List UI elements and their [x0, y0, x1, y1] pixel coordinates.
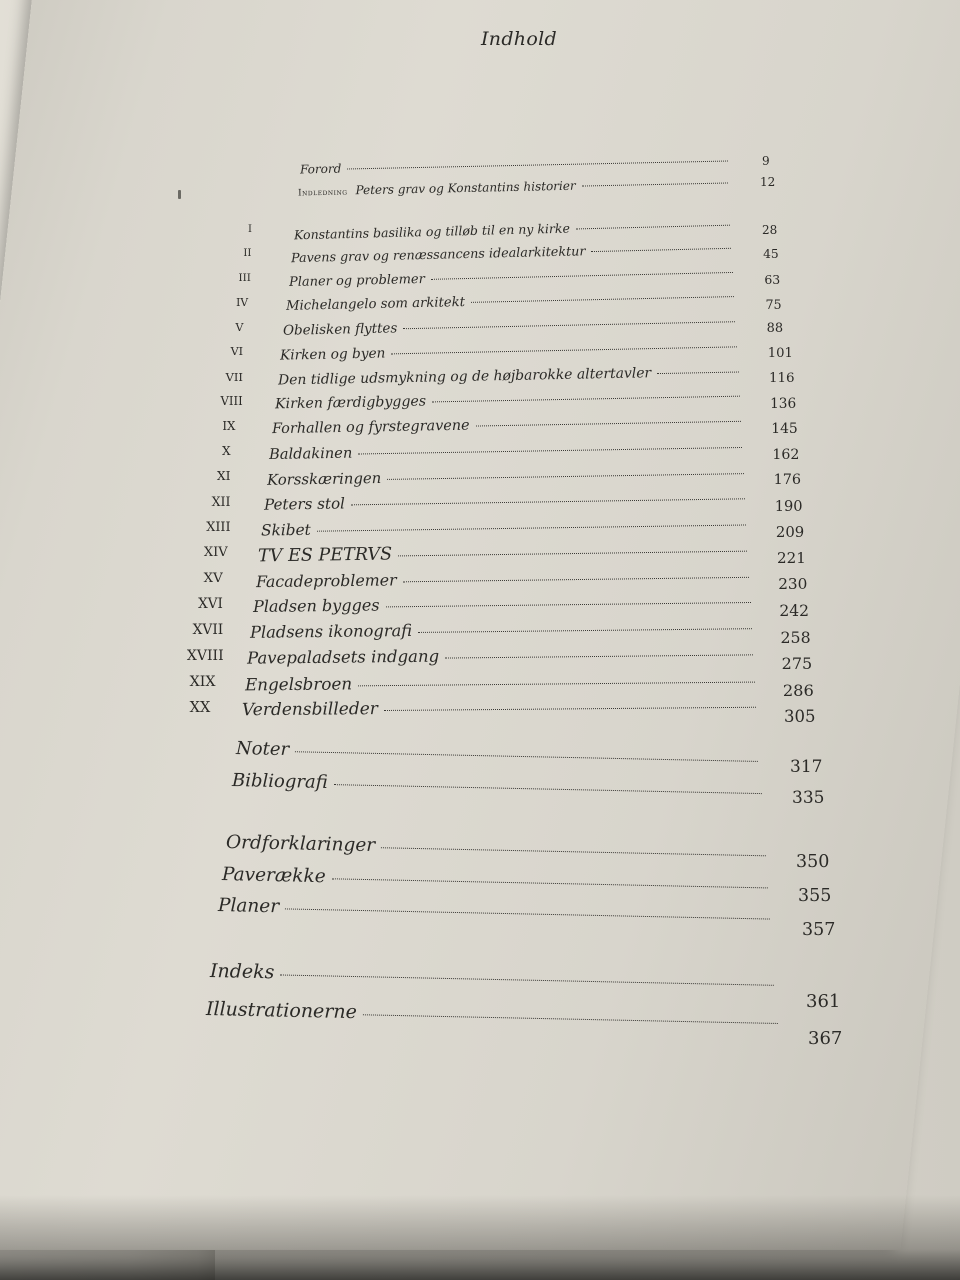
toc-entry-page: 258	[780, 627, 811, 647]
toc-entry-back-matter	[226, 832, 766, 864]
toc-entry-chapter	[294, 217, 730, 243]
leader-dots	[592, 248, 732, 252]
toc-entry-page: 101	[767, 346, 793, 362]
toc-entry-chapter	[256, 565, 750, 590]
leader-dots	[358, 682, 755, 687]
toc-entry-label: Obelisken flyttes	[282, 320, 398, 339]
toc-entry-chapter	[242, 696, 756, 720]
toc-entry-label: Michelangelo som arkitekt	[285, 295, 465, 315]
toc-entry-indledning	[298, 175, 728, 198]
leader-dots	[317, 524, 746, 531]
toc-entry-label: Korsskæringen	[266, 469, 382, 489]
page-bottom-shadow	[0, 1195, 960, 1280]
toc-entry-label: Peters stol	[263, 494, 345, 514]
toc-entry-back-matter	[218, 895, 770, 928]
leader-dots	[381, 847, 766, 856]
toc-entry-label: Konstantins basilika og tilløb til en ny kirke	[293, 220, 571, 243]
toc-entry-back-matter	[206, 998, 778, 1032]
toc-entry-label: Kirken og byen	[280, 345, 386, 364]
toc-entry-page: 45	[763, 247, 779, 262]
leader-dots	[432, 396, 740, 403]
toc-entry-label: Illustrationerne	[205, 998, 358, 1024]
toc-entry-page: 116	[768, 371, 795, 387]
toc-entry-label: Noter	[235, 738, 290, 761]
leader-dots	[402, 576, 749, 581]
toc-entry-back-matter	[222, 864, 768, 896]
toc-entry-page: 355	[798, 886, 832, 906]
toc-entry-chapter	[288, 265, 732, 290]
toc-entry-prefix: Indledning	[297, 187, 348, 199]
chapter-number: III	[238, 272, 251, 285]
toc-entry-label: Pladsens ikonografi	[250, 620, 413, 642]
toc-entry-page: 230	[778, 575, 808, 594]
toc-entry-chapter	[269, 438, 742, 463]
toc-entry-page: 242	[779, 601, 810, 620]
chapter-number: II	[243, 247, 252, 259]
toc-entry-back-matter	[236, 738, 758, 770]
toc-entry-chapter	[275, 388, 740, 413]
toc-entry-chapter	[253, 591, 751, 616]
chapter-number: IV	[236, 296, 249, 310]
leader-dots	[582, 182, 728, 186]
leader-dots	[285, 908, 770, 919]
leader-dots	[363, 1014, 778, 1024]
toc-entry-label: Indeks	[209, 960, 275, 984]
page-title: Indhold	[481, 28, 557, 50]
toc-entry-label: Paverække	[221, 864, 326, 888]
toc-entry-page: 221	[777, 549, 806, 568]
chapter-number: VII	[225, 369, 243, 384]
chapter-number: X	[221, 444, 231, 459]
leader-dots	[446, 654, 754, 658]
toc-entry-chapter	[261, 514, 746, 539]
chapter-number: XV	[203, 570, 223, 586]
toc-entry-page: 88	[766, 321, 784, 337]
leader-dots	[332, 878, 768, 888]
chapter-number: XIV	[203, 544, 228, 560]
toc-entry-label: Forhallen og fyrstegravene	[271, 417, 470, 438]
toc-entry-forord	[300, 154, 728, 177]
chapter-number: XI	[216, 469, 231, 484]
toc-entry-chapter	[291, 241, 731, 266]
toc-entry-page: 361	[806, 991, 841, 1012]
chapter-number: IX	[222, 419, 236, 434]
toc-entry-back-matter	[210, 960, 774, 994]
leader-dots	[384, 707, 756, 711]
toc-entry-label: Skibet	[261, 520, 312, 540]
toc-entry-page: 335	[792, 788, 825, 808]
toc-entry-page: 162	[772, 446, 800, 463]
leader-dots	[386, 602, 751, 607]
leader-dots	[359, 447, 743, 455]
toc-entry-page: 12	[760, 175, 776, 189]
toc-entry-chapter	[258, 540, 748, 567]
toc-entry-label: Planer og problemer	[288, 271, 425, 291]
toc-entry-page: 75	[765, 296, 782, 312]
toc-entry-page: 305	[784, 707, 816, 727]
toc-entry-label: Forord	[299, 161, 342, 177]
toc-entry-chapter	[272, 413, 741, 437]
chapter-number: XIII	[206, 519, 231, 535]
leader-dots	[347, 161, 728, 170]
chapter-number: XVIII	[186, 647, 224, 664]
toc-entry-chapter	[267, 463, 744, 489]
leader-dots	[403, 321, 735, 329]
chapter-number: I	[248, 224, 252, 235]
toc-entry-back-matter	[232, 770, 762, 802]
toc-entry-label: Engelsbroen	[244, 673, 352, 695]
toc-entry-label: Kirken færdigbygges	[274, 393, 427, 413]
toc-entry-label: TV ES PETRVS	[258, 544, 393, 567]
toc-entry-label: Pavepaladsets indgang	[247, 646, 440, 668]
chapter-number: XVII	[192, 622, 224, 638]
toc-entry-page: 286	[782, 680, 814, 700]
toc-entry-page: 28	[762, 223, 778, 237]
chapter-number: V	[235, 320, 244, 334]
leader-dots	[657, 371, 738, 374]
toc-entry-chapter	[283, 314, 736, 339]
leader-dots	[295, 751, 758, 762]
toc-entry-page: 350	[796, 852, 830, 872]
toc-entry-page: 367	[808, 1028, 843, 1049]
chapter-number: XVI	[198, 596, 223, 613]
chapter-number: XX	[189, 700, 211, 717]
toc-entry-label: Bibliografi	[231, 770, 328, 794]
toc-entry-page: 357	[802, 920, 836, 940]
toc-entry-label: Den tidlige udsmykning og de højbarokke altertavler	[277, 364, 651, 389]
toc-entry-page: 136	[770, 396, 797, 413]
toc-entry-page: 317	[790, 757, 823, 777]
leader-dots	[430, 272, 732, 280]
toc-entry-chapter	[250, 617, 752, 642]
toc-entry-chapter	[286, 289, 735, 314]
toc-entry-page: 275	[781, 654, 813, 674]
toc-entry-label: Pavens grav og renæssancens idealarkitektur	[291, 244, 586, 267]
leader-dots	[576, 225, 730, 230]
leader-dots	[280, 974, 773, 985]
chapter-number: VIII	[220, 394, 243, 409]
toc-entry-page: 209	[775, 523, 805, 541]
toc-entry-label: Pladsen bygges	[252, 595, 380, 617]
toc-entry-chapter	[245, 670, 755, 695]
leader-dots	[476, 421, 741, 427]
leader-dots	[471, 296, 734, 303]
toc-entry-chapter	[277, 363, 738, 388]
chapter-number: XII	[211, 494, 231, 510]
toc-entry-page: 9	[762, 154, 770, 168]
leader-dots	[399, 551, 748, 557]
leader-dots	[387, 473, 744, 480]
leader-dots	[392, 346, 737, 354]
toc-entry-chapter	[247, 643, 753, 667]
toc-entry-page: 190	[774, 497, 803, 515]
toc-entry-page: 145	[771, 421, 798, 438]
toc-entry-label: Planer	[217, 895, 280, 918]
toc-entry-label: Baldakinen	[269, 444, 353, 464]
toc-entry-page: 63	[764, 271, 781, 287]
chapter-number: XIX	[189, 673, 216, 690]
toc-entry-label: Peters grav og Konstantins historier	[355, 178, 576, 198]
leader-dots	[334, 784, 762, 794]
toc-entry-chapter	[264, 489, 745, 514]
toc-entry-label: Facadeproblemer	[255, 569, 397, 591]
leader-dots	[351, 499, 745, 506]
leader-dots	[418, 628, 752, 633]
toc-entry-page: 176	[773, 472, 801, 489]
toc-entry-label: Ordforklaringer	[225, 832, 376, 857]
chapter-number: VI	[230, 345, 244, 359]
toc-entry-chapter	[280, 338, 737, 363]
toc-entry-label: Verdensbilleder	[241, 699, 378, 721]
